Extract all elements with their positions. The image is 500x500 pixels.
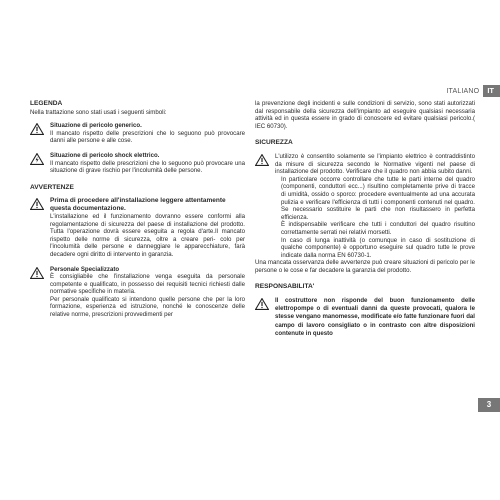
legend-heading: LEGENDA: [30, 100, 63, 107]
liability-warning: [255, 297, 475, 338]
warning-triangle-icon: [30, 122, 44, 145]
warning-triangle-icon: [30, 266, 44, 319]
legend-item-text: Il mancato rispetto delle prescrizioni che lo seguono può provocare una situazione di grave rischio per l'incolumità delle persone.: [50, 159, 245, 175]
page-number: 3: [478, 398, 500, 412]
safety-heading: SICUREZZA: [255, 139, 293, 147]
safety-section: [255, 139, 475, 274]
liability-heading: RESPONSABILITA': [255, 283, 315, 291]
legend-item-text: Il mancato rispetto delle prescrizioni che lo seguono può provocare danni alle persone e alle cose.: [50, 129, 245, 145]
language-label: ITALIANO: [446, 87, 480, 95]
legend-item-title: Situazione di pericolo shock elettrico.: [50, 151, 160, 159]
warnings-section: [30, 184, 245, 319]
liability-section: [255, 283, 475, 338]
legend-item-title: Situazione di pericolo generico.: [50, 122, 142, 130]
left-column: [30, 100, 245, 319]
right-column: [255, 100, 475, 338]
warning-triangle-icon: [30, 197, 44, 258]
electric-shock-triangle-icon: [30, 152, 44, 175]
warning-read-docs: [30, 197, 245, 258]
language-tab: [446, 85, 500, 97]
legend-item-general-danger: [30, 122, 245, 145]
warning-text: È consigliabile che l'installazione venga eseguita da personale competente e qualificato, in possesso dei requisiti tecnici richiesti dalle normative specifiche in materia.: [50, 273, 245, 296]
warnings-heading: AVVERTENZE: [30, 183, 74, 191]
warning-triangle-icon: [255, 297, 269, 338]
legend-item-electric-shock: [30, 152, 245, 175]
language-code-badge: IT: [483, 85, 500, 97]
warning-text: L'installazione ed il funzionamento dovranno essere conformi alla regolamentazione di sicurezza del paese di installazione del prodotto. Tutta l'operazione dovrà essere eseguita a regola d'arte.Il mancato rispetto delle norme di sicurezza, oltre a creare peri- colo per l'incolumità delle persone e danneggiare le apparecchiature, farà decadere ogni diritto di intervento in garanzia.: [50, 212, 245, 258]
safety-text-5: Una mancata osservanza delle avvertenze può creare situazioni di pericolo per le persone o le cose e far decadere la garanzia del prodotto.: [255, 259, 475, 274]
safety-text-3: È indispensabile verificare che tutti i conduttori del quadro risultino correttamente serrati nei relativi morsetti.: [281, 221, 475, 236]
carryover-text: la prevenzione degli incidenti e sulle condizioni di servizio, sono stati autorizzati dal responsabile della sicurezza dell'impianto ad eseguire qualsiasi necessaria attività ed in questa essere in grado di conoscere ed evitare qualsiasi pericolo.( IEC 60730).: [255, 100, 475, 130]
safety-text-4: In caso di lunga inattività (o comunque in caso di sostituzione di qualche componente) è opportuno eseguire sul quadro tutte le prove indicate dalla norma EN 60730-1.: [281, 236, 475, 259]
safety-warning: [255, 153, 475, 176]
legend-intro: Nella trattazione sono stati usati i seguenti simboli:: [30, 108, 167, 116]
safety-text-2: In particolare occorre controllare che tutte le parti interne del quadro (componenti, conduttori ecc...) risultino completamente prive di tracce di umidità, ossido o sporco: procedere eventualmente ad una accurata pulizia e verificare l'efficienza di tutti i componenti contenuti nel quadro. Se necessario sostituire le parti che non risultassero in perfetta efficienza.: [281, 175, 475, 221]
warning-specialized-staff: [30, 266, 245, 319]
warning-title: Prima di procedere all'installazione leggere attentamente questa documentazione.: [50, 197, 226, 213]
warning-title: Personale Specializzato: [50, 265, 120, 273]
safety-text-1: L'utilizzo è consentito solamente se l'impianto elettrico è contraddistinto da misure di sicurezza secondo le Normative vigenti nel paese di installazione del prodotto. Verificare che il quadro non abbia subito danni.: [275, 152, 475, 176]
warning-triangle-icon: [255, 153, 269, 176]
warning-continuation: Per personale qualificato si intendono quelle persone che per la loro formazione, esperienza ed istruzione, nonché le conoscenze delle relative norme, prescrizioni provvedimenti per: [50, 295, 245, 319]
liability-text: Il costruttore non risponde del buon funzionamento delle elettropompe o di eventuali danni da queste provocati, qualora le stesse vengano manomesse, modificate e/o fatte funzionare fuori dal campo di lavoro consigliato o in contrasto con altre disposizioni contenute in questo: [275, 297, 475, 337]
